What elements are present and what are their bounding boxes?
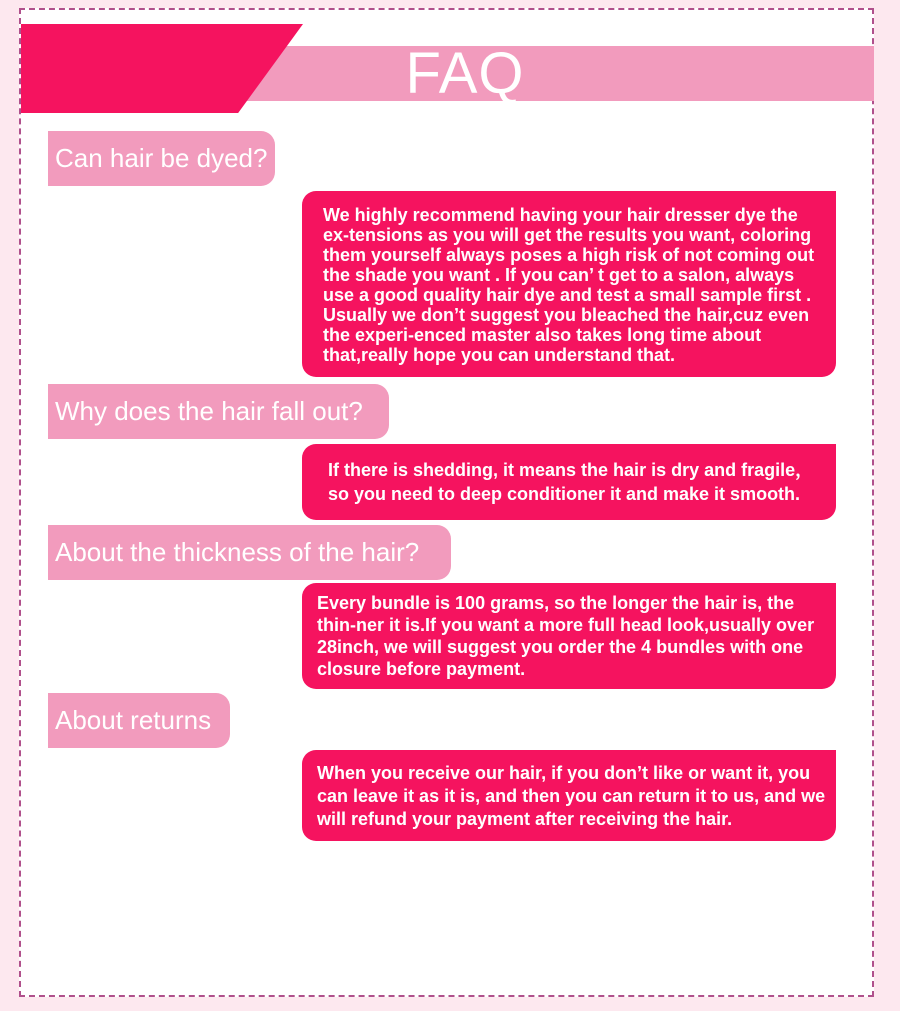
faq-question-thickness: About the thickness of the hair? — [48, 525, 451, 580]
faq-answer-thickness: Every bundle is 100 grams, so the longer the hair is, the thin-ner it is.If you want a more full head look,usually over 28inch, we will suggest you order the 4 bundles with one closure before payment. — [302, 583, 836, 689]
faq-question-dye: Can hair be dyed? — [48, 131, 275, 186]
faq-answer-dye: We highly recommend having your hair dresser dye the ex-tensions as you will get the results you want, coloring them yourself always poses a high risk of not coming out the shade you want . If you can’ t get to a salon, always use a good quality hair dye and test a small sample first . Usually we don’t suggest you bleached the hair,cuz even the experi-enced master also takes long time about that,really hope you can understand that. — [302, 191, 836, 377]
faq-answer-returns: When you receive our hair, if you don’t like or want it, you can leave it as it is, and then you can return it to us, and we will refund your payment after receiving the hair. — [302, 750, 836, 841]
faq-question-fall-out: Why does the hair fall out? — [48, 384, 389, 439]
faq-answer-fall-out: If there is shedding, it means the hair is dry and fragile， so you need to deep conditioner it and make it smooth. — [302, 444, 836, 520]
page-title: FAQ — [405, 41, 525, 106]
faq-question-returns: About returns — [48, 693, 230, 748]
